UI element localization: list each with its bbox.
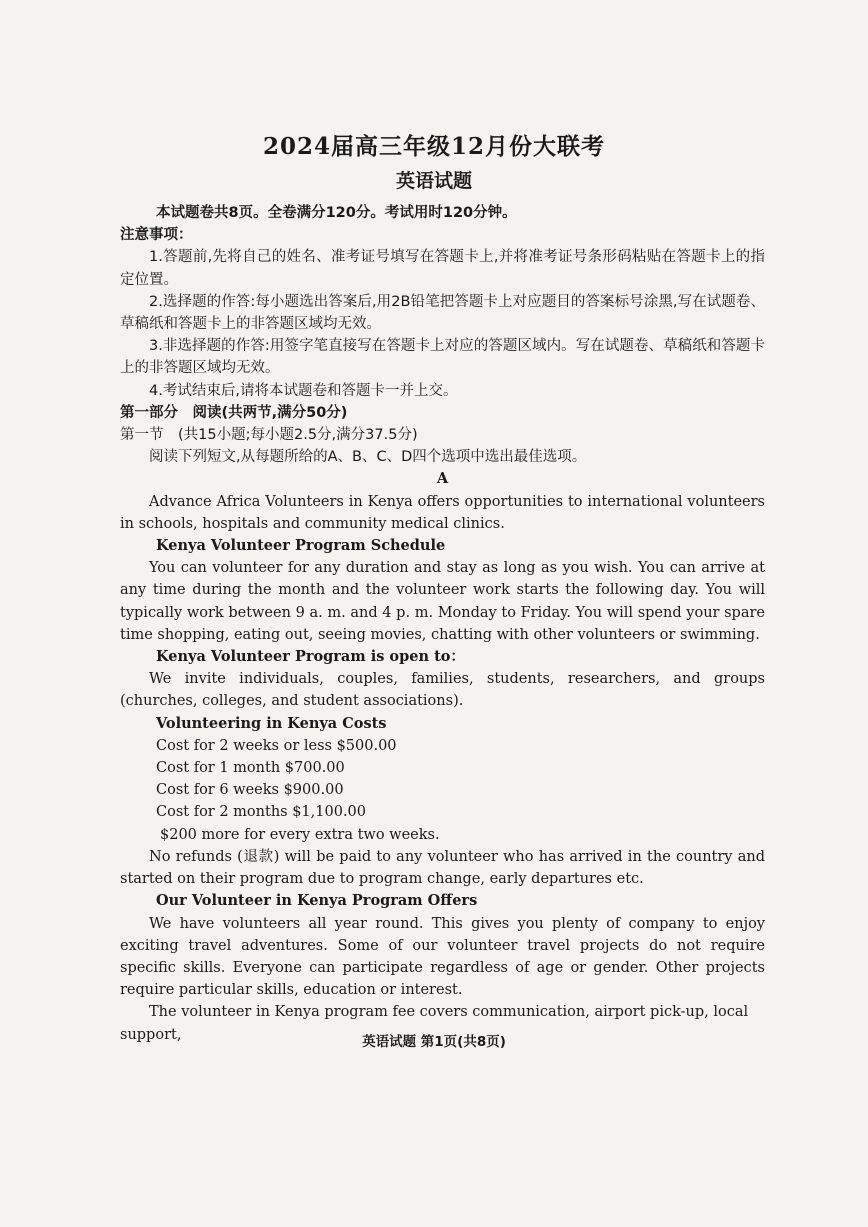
cost-line: Cost for 6 weeks $900.00: [156, 782, 344, 799]
passage-paragraph: We invite individuals, couples, families, students, researchers, and groups (churches, colleges, and student associations).: [120, 671, 765, 710]
passage-heading: Kenya Volunteer Program Schedule: [156, 537, 446, 555]
notice-item: 4.考试结束后,请将本试题卷和答题卡一并上交。: [149, 382, 458, 399]
passage-paragraph: Advance Africa Volunteers in Kenya offers opportunities to international volunteers in schools, hospitals and community medical clinics.: [120, 493, 765, 532]
instruction-text: 阅读下列短文,从每题所给的A、B、C、D四个选项中选出最佳选项。: [149, 449, 587, 466]
exam-intro: 本试题卷共8页。全卷满分120分。考试用时120分钟。: [156, 205, 517, 221]
exam-subtitle: 英语试题: [395, 170, 472, 192]
passage-paragraph: No refunds (退款) will be paid to any volunteer who has arrived in the country and started on their program due to program change, early departures etc.: [120, 848, 765, 888]
notice-item: 2.选择题的作答:每小题选出答案后,用2B铅笔把答题卡上对应题目的答案标号涂黑,写在试题卷、草稿纸和答题卡上的非答题区域均无效。: [120, 293, 765, 333]
page-footer: 英语试题 第1页(共8页): [362, 1034, 506, 1050]
cost-line: Cost for 1 month $700.00: [156, 760, 345, 777]
passage-heading: Kenya Volunteer Program is open to：: [156, 648, 465, 666]
section-heading: 第一节 (共15小题;每小题2.5分,满分37.5分): [120, 427, 418, 444]
cost-line: Cost for 2 weeks or less $500.00: [156, 737, 397, 754]
passage-paragraph: The volunteer in Kenya program fee covers communication, airport pick-up, local support,: [120, 1004, 749, 1043]
notice-item: 1.答题前,先将自己的姓名、准考证号填写在答题卡上,并将准考证号条形码粘贴在答题卡上的指定位置。: [120, 249, 765, 288]
part-heading: 第一部分 阅读(共两节,满分50分): [120, 404, 348, 421]
page-body: [120, 202, 765, 1046]
passage-heading: Volunteering in Kenya Costs: [156, 714, 387, 732]
passage-paragraph: We have volunteers all year round. This gives you plenty of company to enjoy exciting travel adventures. Some of our volunteer travel projects do not require specific skills. Everyone can participate regardless of age or gender. Other projects require particular skills, education or interest.: [120, 915, 765, 999]
passage-heading: Our Volunteer in Kenya Program Offers: [156, 892, 478, 910]
notice-item: 3.非选择题的作答:用签字笔直接写在答题卡上对应的答题区域内。写在试题卷、草稿纸和答题卡上的非答题区域均无效。: [120, 338, 765, 377]
passage-letter: A: [436, 470, 449, 488]
passage-paragraph: You can volunteer for any duration and stay as long as you wish. You can arrive at any time during the month and the volunteer work starts the following day. You will typically work between 9 a. m. and 4 p. m. Monday to Friday. You will spend your spare time shopping, eating out, seeing movies, chatting with other volunteers or swimming.: [120, 560, 765, 643]
notice-heading: 注意事项：: [120, 227, 193, 244]
cost-extra: $200 more for every extra two weeks.: [160, 826, 440, 843]
cost-line: Cost for 2 months $1,100.00: [156, 804, 367, 821]
exam-title: 2024届高三年级12月份大联考: [262, 133, 606, 160]
